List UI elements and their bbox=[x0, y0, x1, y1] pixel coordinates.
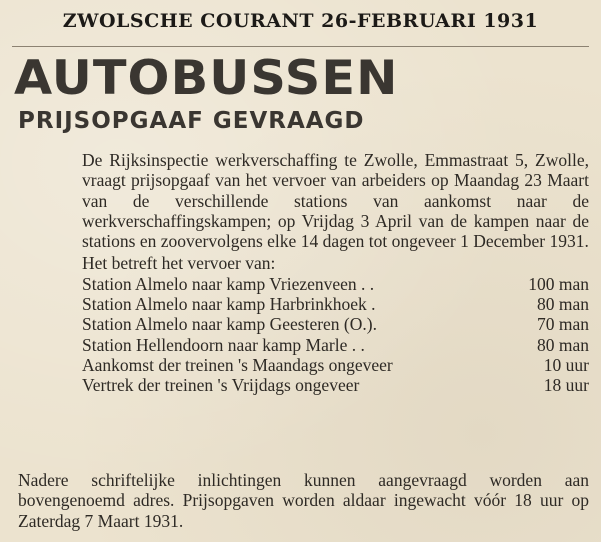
departure-time-line bbox=[82, 375, 589, 395]
departure-label: Vertrek der treinen 's Vrijdags ongeveer bbox=[82, 375, 360, 396]
route-amount: 70 man bbox=[536, 314, 589, 335]
route-amount: 100 man bbox=[528, 273, 589, 294]
route-line bbox=[82, 314, 589, 334]
advertisement-body bbox=[82, 150, 589, 396]
closing-paragraph: Nadere schriftelijke inlichtingen kunnen aangevraagd worden aan bovengenoemd adres. Prijsopgaven worden aldaar ingewacht vóór 18 uur op Zaterdag 7 Maart 1931. bbox=[18, 470, 589, 531]
route-description: Station Almelo naar kamp Vriezenveen . . bbox=[82, 273, 375, 294]
arrival-time-line bbox=[82, 355, 589, 375]
route-line bbox=[82, 335, 589, 355]
newspaper-masthead: ZWOLSCHE COURANT 26-FEBRUARI 1931 bbox=[62, 10, 539, 32]
route-amount: 80 man bbox=[536, 294, 589, 315]
route-line bbox=[82, 294, 589, 314]
route-description: Station Almelo naar kamp Geesteren (O.). bbox=[82, 314, 377, 335]
route-amount: 80 man bbox=[536, 334, 589, 355]
arrival-label: Aankomst der treinen 's Maandags ongeveer bbox=[82, 354, 393, 375]
transport-heading: Het betreft het vervoer van: bbox=[82, 253, 276, 274]
masthead-divider bbox=[12, 46, 589, 47]
advertisement-subheading: PRIJSOPGAAF GEVRAAGD bbox=[18, 108, 365, 134]
intro-paragraph: De Rijksinspectie werkverschaffing te Zwolle, Emmastraat 5, Zwolle, vraagt prijsopgaaf van het vervoer van arbeiders op Maandag 23 Maart van de verschillende stations van aankomst naar de werkverschaffingskampen; op Vrijdag 3 April van de kampen naar de stations en zoovervolgens elke 14 dagen tot ongeveer 1 December 1931. bbox=[82, 150, 589, 252]
advertisement-headline: AUTOBUSSEN bbox=[14, 51, 399, 106]
arrival-value: 10 uur bbox=[543, 354, 589, 375]
departure-value: 18 uur bbox=[543, 375, 589, 396]
route-description: Station Hellendoorn naar kamp Marle . . bbox=[82, 334, 365, 355]
route-line bbox=[82, 274, 589, 294]
route-description: Station Almelo naar kamp Harbrinkhoek . bbox=[82, 294, 376, 315]
